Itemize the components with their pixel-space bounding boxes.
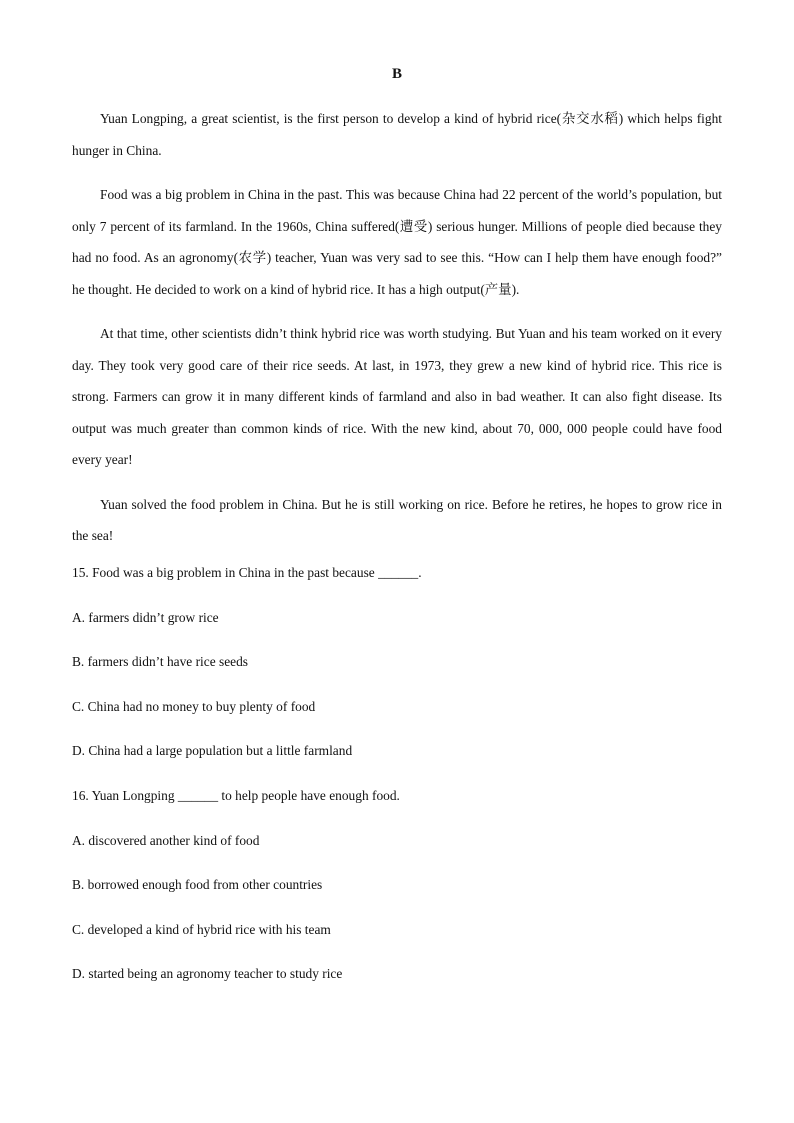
question-16-stem: 16. Yuan Longping ______ to help people have enough food. [72,787,400,803]
question-15-option-a: A. farmers didn’t grow rice [72,609,219,625]
passage-paragraph-2: Food was a big problem in China in the past. This was because China had 22 percent of the world’s population, but only 7 percent of its farmland. In the 1960s, China suffered(遭受) serious hunger. Millions of people died because they had no food. As an agronomy(农学) teacher, Yuan was very sad to see this. “How can I help them have enough food?” he thought. He decided to work on a kind of hybrid rice. It has a high output(产量). [72,187,722,297]
passage-paragraph-3: At that time, other scientists didn’t think hybrid rice was worth studying. But Yuan and his team worked on it every day. They took very good care of their rice seeds. At last, in 1973, they grew a new kind of hybrid rice. This rice is strong. Farmers can grow it in many different kinds of farmland and also in bad weather. It can also fight disease. Its output was much greater than common kinds of rice. With the new kind, about 70, 000, 000 people could have food every year! [72,326,722,467]
question-15-option-c: C. China had no money to buy plenty of food [72,698,316,714]
section-title: B [391,66,402,82]
question-16-option-c: C. developed a kind of hybrid rice with his team [72,921,331,937]
question-16-option-b: B. borrowed enough food from other countries [72,877,323,893]
question-15-option-b: B. farmers didn’t have rice seeds [72,654,249,670]
question-list [72,562,722,1008]
passage-paragraph-4: Yuan solved the food problem in China. But he is still working on rice. Before he retires, he hopes to grow rice in the sea! [72,496,722,543]
question-16-option-a: A. discovered another kind of food [72,832,260,848]
question-15-stem: 15. Food was a big problem in China in the past because ______. [72,565,422,580]
question-16-option-d: D. started being an agronomy teacher to study rice [72,966,343,982]
passage-paragraph-1: Yuan Longping, a great scientist, is the first person to develop a kind of hybrid rice(杂交水稻) which helps fight hunger in China. [72,111,722,158]
question-15-option-d: D. China had a large population but a little farmland [72,743,353,759]
reading-passage [72,103,722,565]
